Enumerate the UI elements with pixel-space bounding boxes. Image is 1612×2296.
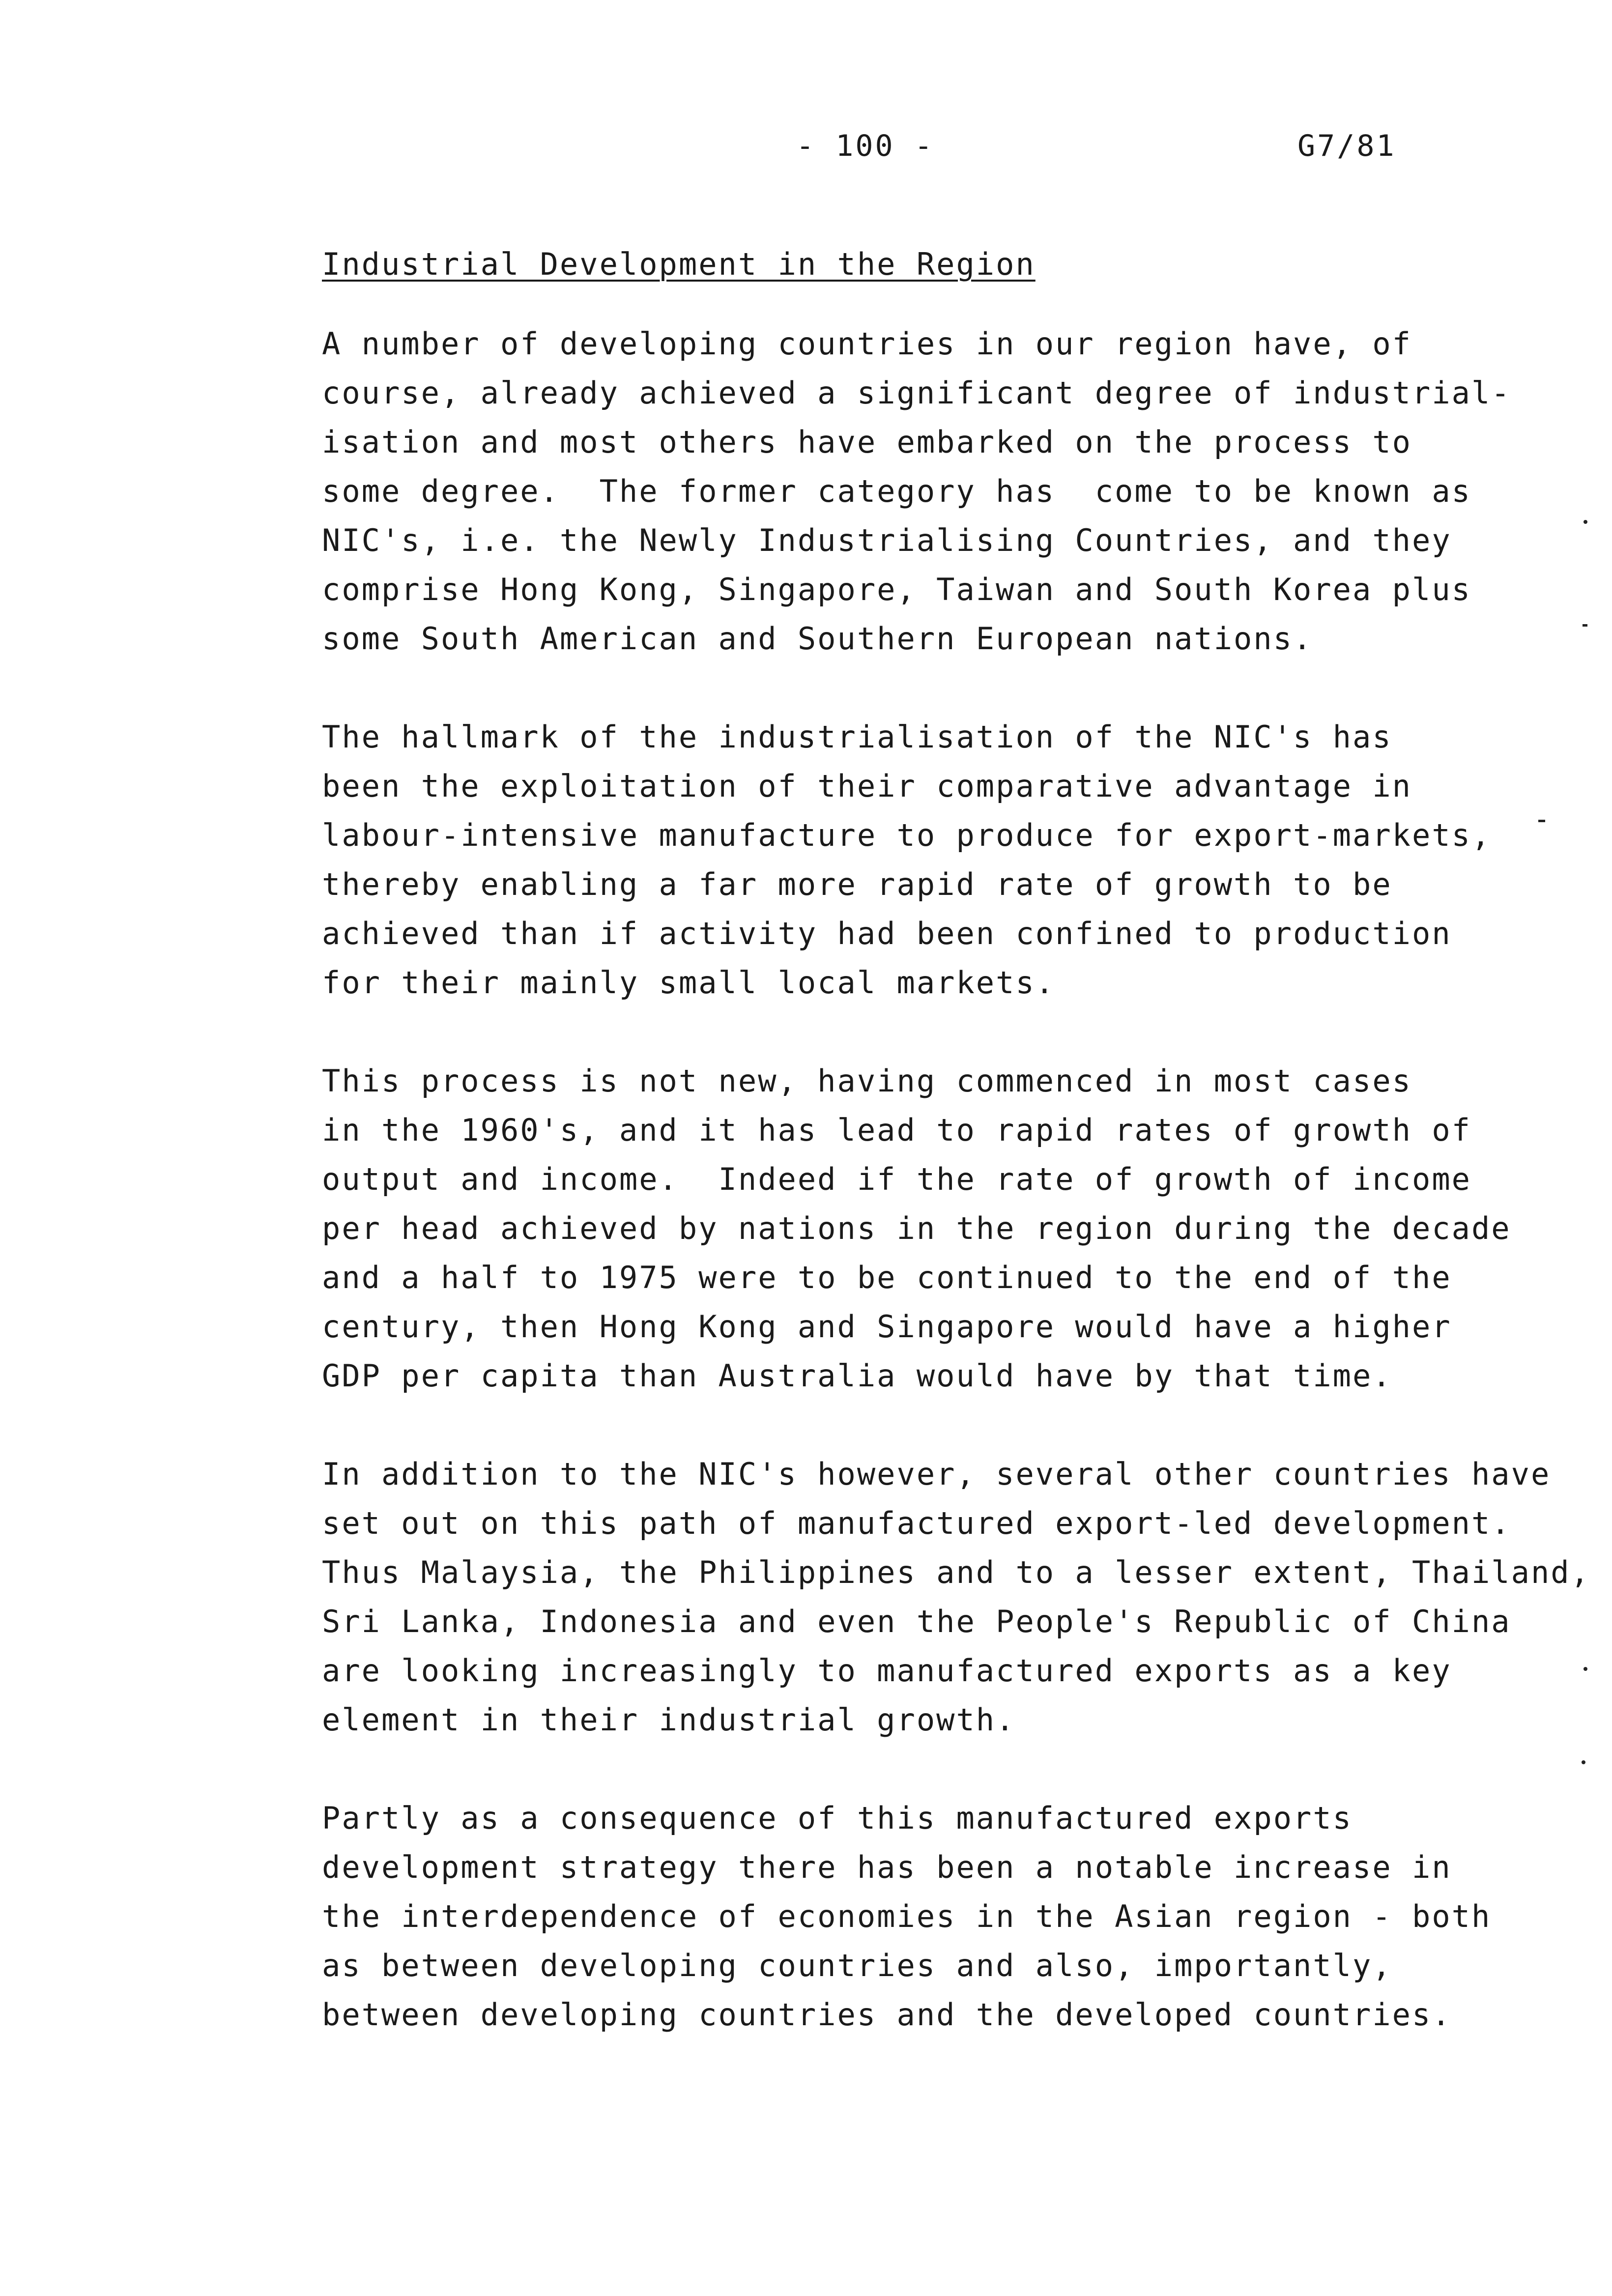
text-line: output and income. Indeed if the rate of growth of income xyxy=(322,1161,1471,1197)
text-line: some South American and Southern European nations. xyxy=(322,621,1313,657)
text-line: element in their industrial growth. xyxy=(322,1702,1016,1738)
section-heading: Industrial Development in the Region xyxy=(322,246,1036,282)
text-line: set out on this path of manufactured export-led development. xyxy=(322,1505,1511,1541)
text-line: between developing countries and the developed countries. xyxy=(322,1997,1452,2033)
text-line: The hallmark of the industrialisation of the NIC's has xyxy=(322,719,1392,755)
text-line: for their mainly small local markets. xyxy=(322,965,1056,1001)
text-line: been the exploitation of their comparative advantage in xyxy=(322,768,1412,804)
text-line: GDP per capita than Australia would have by that time. xyxy=(322,1358,1392,1394)
scan-speck xyxy=(1583,624,1587,627)
text-line: In addition to the NIC's however, several other countries have xyxy=(322,1456,1551,1492)
paragraph-5 xyxy=(322,1794,1600,2039)
text-line: isation and most others have embarked on the process to xyxy=(322,424,1412,460)
text-line: century, then Hong Kong and Singapore would have a higher xyxy=(322,1309,1452,1345)
text-line: thereby enabling a far more rapid rate of growth to be xyxy=(322,866,1392,902)
scan-speck xyxy=(1582,1760,1585,1764)
text-line: in the 1960's, and it has lead to rapid rates of growth of xyxy=(322,1112,1471,1148)
paragraph-2 xyxy=(322,713,1600,1007)
page-number: - 100 - xyxy=(796,129,934,163)
text-line: are looking increasingly to manufactured exports as a key xyxy=(322,1653,1452,1689)
text-line: Partly as a consequence of this manufactured exports xyxy=(322,1800,1353,1836)
scan-speck xyxy=(1583,1667,1587,1671)
paragraph-4 xyxy=(322,1450,1600,1745)
text-line: and a half to 1975 were to be continued to the end of the xyxy=(322,1260,1452,1295)
text-line: NIC's, i.e. the Newly Industrialising Countries, and they xyxy=(322,522,1452,558)
text-line: labour-intensive manufacture to produce for export-markets, xyxy=(322,817,1492,853)
text-line: as between developing countries and also, importantly, xyxy=(322,1948,1392,1983)
text-line: This process is not new, having commenced in most cases xyxy=(322,1063,1412,1099)
paragraph-3 xyxy=(322,1057,1600,1401)
text-line: course, already achieved a significant degree of industrial- xyxy=(322,375,1511,411)
text-line: development strategy there has been a notable increase in xyxy=(322,1849,1452,1885)
document-reference: G7/81 xyxy=(1297,129,1396,163)
paragraph-1 xyxy=(322,319,1600,663)
text-line: achieved than if activity had been confined to production xyxy=(322,916,1452,951)
scan-speck xyxy=(1538,820,1545,822)
text-line: Thus Malaysia, the Philippines and to a lesser extent, Thailand, xyxy=(322,1554,1590,1590)
text-line: A number of developing countries in our region have, of xyxy=(322,326,1412,362)
text-line: comprise Hong Kong, Singapore, Taiwan and South Korea plus xyxy=(322,572,1471,607)
scan-speck xyxy=(1583,520,1587,524)
text-line: some degree. The former category has come to be known as xyxy=(322,473,1471,509)
document-body xyxy=(322,240,1600,2089)
text-line: the interdependence of economies in the Asian region - both xyxy=(322,1898,1492,1934)
text-line: Sri Lanka, Indonesia and even the People's Republic of China xyxy=(322,1604,1511,1639)
text-line: per head achieved by nations in the region during the decade xyxy=(322,1210,1511,1246)
